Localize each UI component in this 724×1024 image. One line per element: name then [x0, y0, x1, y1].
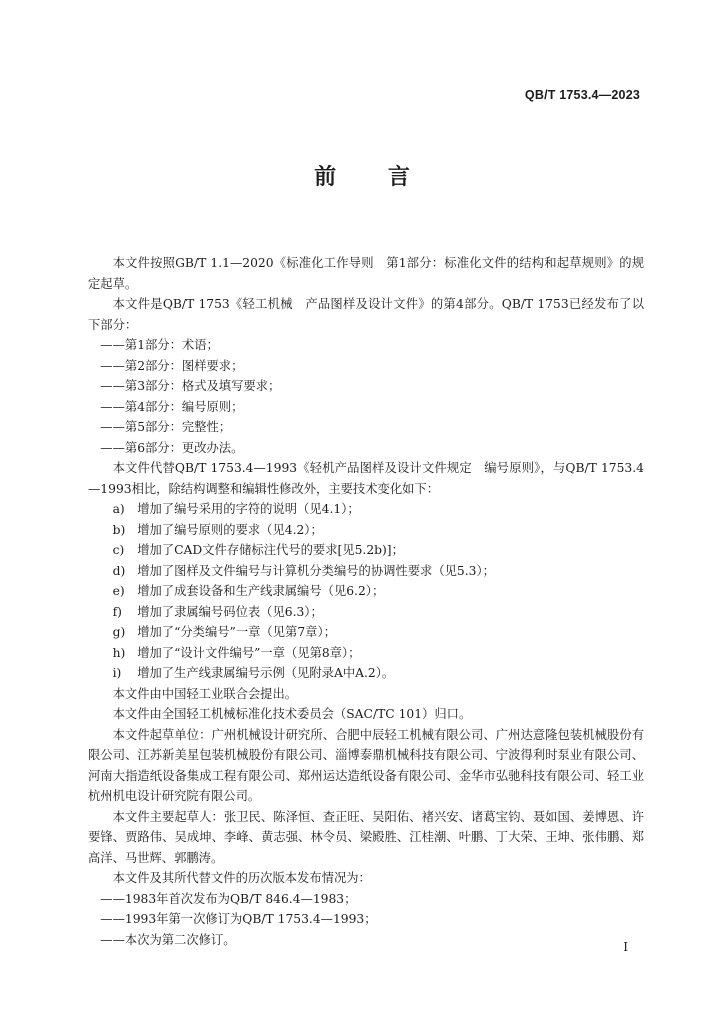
paragraph-history-intro: 本文件及其所代替文件的历次版本发布情况为： [112, 871, 371, 885]
change-text: 增加了成套设备和生产线隶属编号（见6.2）； [137, 584, 385, 598]
paragraph-drafters: 本文件主要起草人：张卫民、陈泽恒、查正旺、吴阳佑、褚兴安、诸葛宝钧、聂如国、姜博恩、许要锋、贾路伟、吴成坤、李峰、黄志强、林令员、梁殿胜、江桂潮、叶鹏、丁大荣、王坤、张伟鹏、郑高洋、马世辉、郭鹏涛。 [88, 809, 644, 865]
change-text: 增加了生产线隶属编号示例（见附录A中A.2）。 [137, 666, 395, 680]
foreword-body [88, 253, 644, 950]
change-list-item [88, 581, 644, 602]
change-list-item [88, 663, 644, 684]
change-marker: g) [112, 625, 126, 639]
history-list-item: ——1993年第一次修订为QB/T 1753.4—1993； [100, 912, 377, 926]
change-text: 增加了编号原则的要求（见4.2）； [137, 522, 323, 537]
change-list-item [88, 561, 644, 582]
change-marker: d) [112, 563, 126, 578]
change-marker: f) [112, 604, 122, 619]
change-marker: a) [112, 502, 125, 516]
change-text: 增加了“分类编号”一章（见第7章）； [137, 625, 336, 639]
change-marker: c) [112, 543, 125, 557]
history-list-item: ——本次为第二次修订。 [100, 932, 236, 947]
change-list-item [88, 602, 644, 623]
paragraph-replaces: 本文件代替QB/T 1753.4—1993《轻机产品图样及设计文件规定 编号原则》，与QB/T 1753.4—1993相比，除结构调整和编辑性修改外，主要技术变化如下： [88, 461, 644, 496]
change-text: 增加了“设计文件编号”一章（见第8章）； [137, 645, 361, 660]
page-number: I [623, 940, 628, 954]
standard-code: QB/T 1753.4—2023 [524, 88, 640, 102]
change-text: 增加了编号采用的字符的说明（见4.1）； [137, 502, 360, 516]
part-list-item: ——第5部分：完整性； [100, 420, 232, 434]
paragraph-committee: 本文件由全国轻工机械标准化技术委员会（SAC/TC 101）归口。 [112, 707, 472, 721]
part-list-item: ——第4部分：编号原则； [100, 399, 244, 414]
change-text: 增加了CAD文件存储标注代号的要求[见5.2b)]； [137, 543, 404, 557]
paragraph-series-parts: 本文件是QB/T 1753《轻工机械 产品图样及设计文件》的第4部分。QB/T 1753已经发布了以下部分： [88, 297, 644, 332]
change-marker: h) [112, 645, 126, 660]
change-marker: i) [112, 666, 122, 680]
change-list-item [88, 499, 644, 520]
change-text: 增加了隶属编号码位表（见6.3）； [137, 604, 323, 619]
part-list-item: ——第6部分：更改办法。 [100, 440, 244, 455]
change-text: 增加了图样及文件编号与计算机分类编号的协调性要求（见5.3）； [137, 563, 495, 578]
change-list-item [88, 540, 644, 561]
change-marker: b) [112, 522, 126, 537]
part-list-item: ——第3部分：格式及填写要求； [100, 379, 281, 393]
change-marker: e) [112, 584, 125, 598]
change-list-item [88, 520, 644, 541]
paragraph-drafting-rules: 本文件按照GB/T 1.1—2020《标准化工作导则 第1部分：标准化文件的结构和起草规则》的规定起草。 [88, 256, 644, 291]
change-list-item [88, 622, 644, 643]
history-list-item: ——1983年首次发布为QB/T 846.4—1983； [100, 891, 357, 906]
part-list-item: ——第1部分：术语； [100, 338, 219, 352]
change-list-item [88, 643, 644, 664]
paragraph-proposer: 本文件由中国轻工业联合会提出。 [112, 686, 298, 701]
paragraph-drafting-units: 本文件起草单位：广州机械设计研究所、合肥中辰轻工机械有限公司、广州达意隆包装机械股份有限公司、江苏新美星包装机械股份有限公司、淄博泰鼎机械科技有限公司、宁波得利时泵业有限公司、河南大指造纸设备集成工程有限公司、郑州运达造纸设备有限公司、金华市弘驰科技有限公司、轻工业杭州机电设计研究院有限公司。 [88, 727, 644, 803]
part-list-item: ——第2部分：图样要求； [100, 358, 244, 373]
page-title: 前 言 [314, 164, 432, 190]
